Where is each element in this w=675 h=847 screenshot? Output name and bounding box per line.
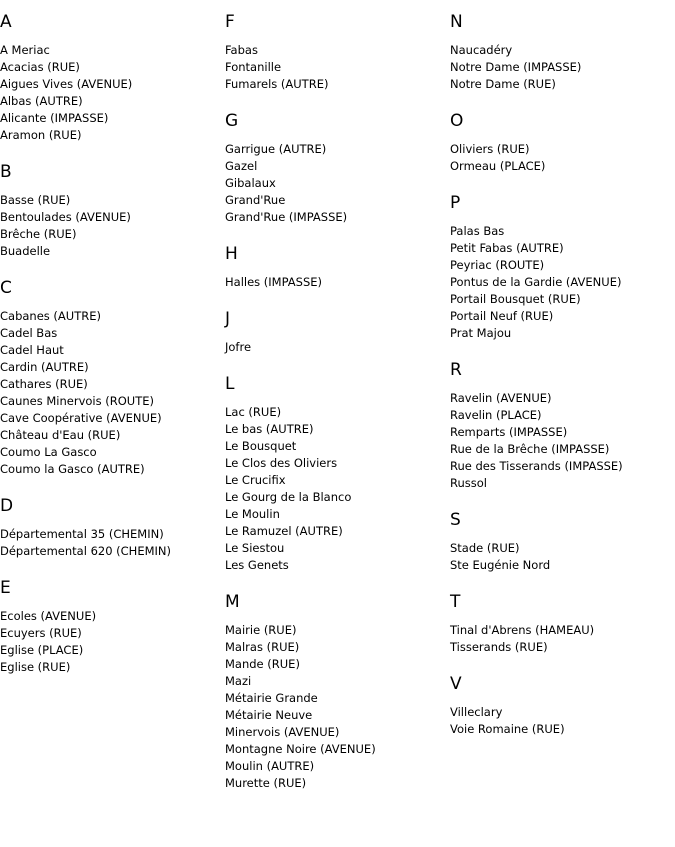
- street-entry: Montagne Noire (AVENUE): [225, 742, 376, 756]
- street-entry: Russol: [450, 476, 487, 490]
- letter-section: [225, 110, 450, 226]
- street-entry: Eglise (PLACE): [0, 643, 84, 657]
- section-letter-heading: V: [450, 674, 462, 694]
- street-entry: Le Clos des Oliviers: [225, 456, 338, 470]
- street-entry: Malras (RUE): [225, 640, 300, 654]
- street-list: [450, 540, 675, 574]
- street-entry: Alicante (IMPASSE): [0, 111, 109, 125]
- street-entry: Métairie Grande: [225, 691, 318, 705]
- street-list: [225, 42, 450, 93]
- section-letter-heading: H: [225, 244, 238, 264]
- street-column: [450, 11, 675, 755]
- street-column: [225, 11, 450, 809]
- section-letter-heading: J: [225, 309, 231, 329]
- street-entry: Le Moulin: [225, 507, 280, 521]
- section-letter-heading: R: [450, 360, 462, 380]
- letter-section: [0, 577, 225, 676]
- section-letter-heading: T: [450, 592, 461, 612]
- street-list: [450, 622, 675, 656]
- street-entry: Le Crucifix: [225, 473, 286, 487]
- street-entry: Cardin (AUTRE): [0, 360, 89, 374]
- street-entry: Villeclary: [450, 705, 503, 719]
- street-entry: Portail Neuf (RUE): [450, 309, 554, 323]
- street-entry: Acacias (RUE): [0, 60, 80, 74]
- street-entry: Départemental 620 (CHEMIN): [0, 544, 172, 558]
- section-letter-heading: O: [450, 111, 464, 131]
- street-entry: Gibalaux: [225, 176, 276, 190]
- street-list: [0, 608, 225, 676]
- street-entry: Le Bousquet: [225, 439, 297, 453]
- letter-section: [225, 11, 450, 93]
- street-entry: Fumarels (AUTRE): [225, 77, 329, 91]
- street-entry: A Meriac: [0, 43, 50, 57]
- letter-section: [225, 373, 450, 574]
- street-entry: Naucadéry: [450, 43, 513, 57]
- street-entry: Ravelin (PLACE): [450, 408, 542, 422]
- letter-section: [0, 495, 225, 560]
- section-letter-heading: D: [0, 496, 14, 516]
- street-entry: Grand'Rue: [225, 193, 286, 207]
- street-list: [450, 704, 675, 738]
- street-list: [450, 42, 675, 93]
- letter-section: [0, 277, 225, 478]
- street-entry: Cadel Haut: [0, 343, 64, 357]
- street-entry: Notre Dame (RUE): [450, 77, 556, 91]
- street-entry: Brêche (RUE): [0, 227, 77, 241]
- section-letter-heading: G: [225, 111, 239, 131]
- letter-section: [450, 673, 675, 738]
- letter-section: [0, 11, 225, 144]
- letter-section: [450, 591, 675, 656]
- street-entry: Ste Eugénie Nord: [450, 558, 551, 572]
- street-entry: Jofre: [225, 340, 252, 354]
- street-list: [225, 339, 450, 356]
- street-entry: Rue de la Brêche (IMPASSE): [450, 442, 610, 456]
- street-entry: Garrigue (AUTRE): [225, 142, 327, 156]
- section-letter-heading: P: [450, 193, 461, 213]
- street-list: [225, 274, 450, 291]
- street-entry: Ecoles (AVENUE): [0, 609, 97, 623]
- street-entry: Le Ramuzel (AUTRE): [225, 524, 343, 538]
- street-entry: Métairie Neuve: [225, 708, 313, 722]
- section-letter-heading: F: [225, 12, 235, 32]
- street-entry: Oliviers (RUE): [450, 142, 530, 156]
- street-list: [225, 404, 450, 574]
- street-entry: Cathares (RUE): [0, 377, 88, 391]
- street-list: [0, 526, 225, 560]
- street-entry: Le bas (AUTRE): [225, 422, 314, 436]
- letter-section: [450, 11, 675, 93]
- street-list: [225, 141, 450, 226]
- street-entry: Tinal d'Abrens (HAMEAU): [450, 623, 595, 637]
- street-entry: Aigues Vives (AVENUE): [0, 77, 133, 91]
- section-letter-heading: E: [0, 578, 11, 598]
- street-list: [450, 141, 675, 175]
- street-entry: Aramon (RUE): [0, 128, 82, 142]
- street-entry: Petit Fabas (AUTRE): [450, 241, 564, 255]
- street-entry: Prat Majou: [450, 326, 512, 340]
- street-entry: Tisserands (RUE): [450, 640, 548, 654]
- street-list: [450, 390, 675, 492]
- street-entry: Remparts (IMPASSE): [450, 425, 568, 439]
- street-entry: Ecuyers (RUE): [0, 626, 82, 640]
- street-entry: Palas Bas: [450, 224, 505, 238]
- letter-section: [0, 161, 225, 260]
- street-entry: Notre Dame (IMPASSE): [450, 60, 582, 74]
- street-entry: Le Siestou: [225, 541, 285, 555]
- street-list: [450, 223, 675, 342]
- street-entry: Rue des Tisserands (IMPASSE): [450, 459, 623, 473]
- street-entry: Pontus de la Gardie (AVENUE): [450, 275, 622, 289]
- street-entry: Caunes Minervois (ROUTE): [0, 394, 154, 408]
- letter-section: [225, 243, 450, 291]
- street-entry: Château d'Eau (RUE): [0, 428, 121, 442]
- street-entry: Peyriac (ROUTE): [450, 258, 545, 272]
- street-column: [0, 11, 225, 693]
- street-entry: Cave Coopérative (AVENUE): [0, 411, 162, 425]
- street-entry: Minervois (AVENUE): [225, 725, 340, 739]
- street-entry: Le Gourg de la Blanco: [225, 490, 352, 504]
- street-entry: Albas (AUTRE): [0, 94, 83, 108]
- street-entry: Eglise (RUE): [0, 660, 71, 674]
- letter-section: [450, 192, 675, 342]
- section-letter-heading: M: [225, 592, 240, 612]
- street-entry: Lac (RUE): [225, 405, 282, 419]
- street-entry: Gazel: [225, 159, 258, 173]
- street-entry: Basse (RUE): [0, 193, 71, 207]
- letter-section: [225, 591, 450, 792]
- street-entry: Mande (RUE): [225, 657, 300, 671]
- letter-section: [450, 359, 675, 492]
- street-entry: Voie Romaine (RUE): [450, 722, 565, 736]
- street-entry: Ormeau (PLACE): [450, 159, 546, 173]
- street-entry: Cabanes (AUTRE): [0, 309, 101, 323]
- street-entry: Moulin (AUTRE): [225, 759, 315, 773]
- street-entry: Fabas: [225, 43, 258, 57]
- street-list: [0, 42, 225, 144]
- street-entry: Fontanille: [225, 60, 282, 74]
- street-list: [0, 308, 225, 478]
- section-letter-heading: N: [450, 12, 463, 32]
- street-entry: Buadelle: [0, 244, 51, 258]
- street-entry: Coumo la Gasco (AUTRE): [0, 462, 145, 476]
- street-entry: Bentoulades (AVENUE): [0, 210, 131, 224]
- street-entry: Grand'Rue (IMPASSE): [225, 210, 348, 224]
- street-entry: Coumo La Gasco: [0, 445, 97, 459]
- street-entry: Départemental 35 (CHEMIN): [0, 527, 164, 541]
- section-letter-heading: C: [0, 278, 12, 298]
- section-letter-heading: A: [0, 12, 12, 32]
- street-entry: Ravelin (AVENUE): [450, 391, 552, 405]
- street-entry: Murette (RUE): [225, 776, 307, 790]
- street-entry: Halles (IMPASSE): [225, 275, 323, 289]
- section-letter-heading: L: [225, 374, 235, 394]
- street-list: [0, 192, 225, 260]
- street-entry: Stade (RUE): [450, 541, 520, 555]
- street-list: [225, 622, 450, 792]
- letter-section: [450, 509, 675, 574]
- street-entry: Mairie (RUE): [225, 623, 297, 637]
- street-entry: Cadel Bas: [0, 326, 58, 340]
- street-entry: Les Genets: [225, 558, 289, 572]
- section-letter-heading: B: [0, 162, 12, 182]
- letter-section: [225, 308, 450, 356]
- section-letter-heading: S: [450, 510, 461, 530]
- letter-section: [450, 110, 675, 175]
- street-entry: Portail Bousquet (RUE): [450, 292, 581, 306]
- street-entry: Mazi: [225, 674, 252, 688]
